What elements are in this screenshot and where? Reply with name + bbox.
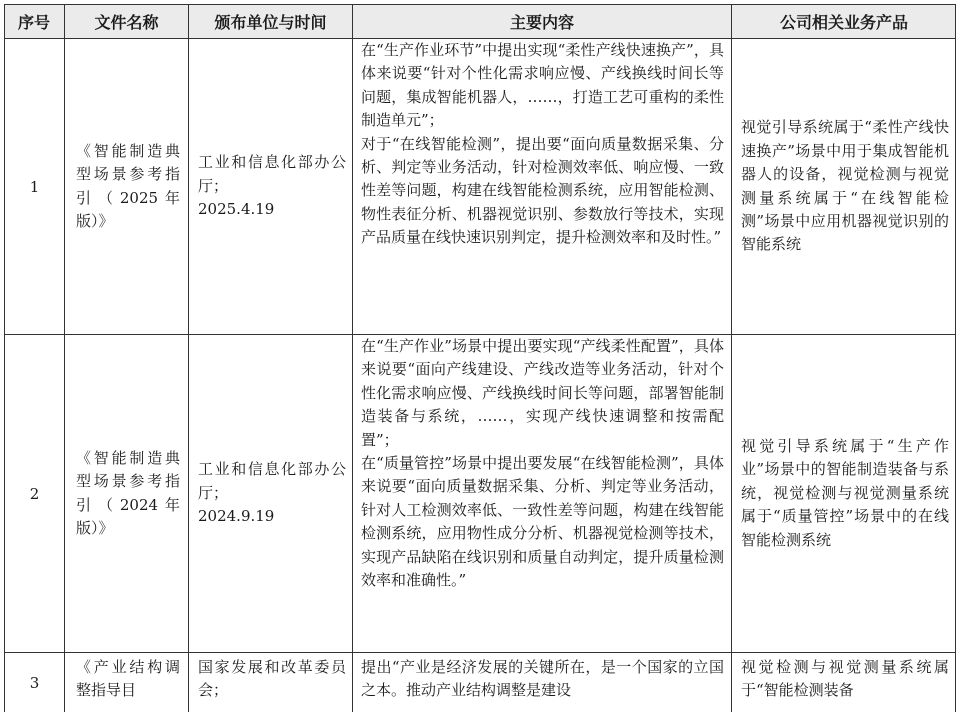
- row2-product-text: 视觉引导系统属于“生产作业”场景中的智能制造装备与系统，视觉检测与视觉测量系统属于“质量管控”场景中的在线智能检测系统: [741, 436, 949, 549]
- col-line-1: [64, 4, 65, 712]
- header-no: 序号: [17, 12, 50, 32]
- header-file-name: 文件名称: [94, 12, 159, 32]
- row1-content-cell: [361, 39, 724, 334]
- row2-issuer-cell: [198, 335, 346, 652]
- row3-product-text: 视觉检测与视觉测量系统属于“智能检测装备: [741, 658, 949, 700]
- row1-product-cell: [741, 39, 949, 334]
- header-main-content: 主要内容: [509, 12, 574, 32]
- row3-no-text: 3: [29, 674, 40, 692]
- row2-file-name-text: 《智能制造典型场景参考指引（2024年版）》: [76, 448, 180, 537]
- row1-issuer-cell: [198, 39, 346, 334]
- row3-no: [5, 653, 64, 713]
- col-line-5: [955, 4, 956, 712]
- row2-product-cell: [741, 335, 949, 652]
- row3-product-cell: [741, 656, 949, 712]
- row1-file-name-text: 《智能制造典型场景参考指引（2025年版）》: [76, 141, 180, 230]
- row2-content-p1: 在“生产作业”场景中提出要实现“产线柔性配置”，具体来说要“面向产线建设、产线改造等业务活动，针对个性化需求响应慢、产线换线时间长等问题，部署智能制造装备与系统，……，实现产线快速调整和按需配置”；: [361, 337, 724, 449]
- row2-issuer-text: 工业和信息化部办公厅；: [198, 460, 346, 502]
- row2-content-cell: [361, 335, 724, 652]
- row3-content-text: 提出“产业是经济发展的关键所在，是一个国家的立国之本。推动产业结构调整是建设: [361, 658, 724, 700]
- row3-issuer-text: 国家发展和改革委员会；: [198, 658, 346, 700]
- row1-issuer-text: 工业和信息化部办公厅；: [198, 153, 346, 195]
- row1-date-text: 2025.4.19: [198, 200, 275, 219]
- row2-content-p2: 在“质量管控”场景中提出要发展“在线智能检测”，具体来说要“面向质量数据采集、分析、判定等业务活动，针对人工检测效率低、一致性差等问题，构建在线智能检测系统，应用物性成分分析、机器视觉检测等技术，实现产品缺陷在线识别和质量自动判定，提升质量检测效率和准确性。”: [361, 454, 724, 590]
- row1-file-name: [76, 39, 180, 334]
- table-header-row: [4, 4, 956, 38]
- col-line-2: [188, 4, 189, 712]
- row1-no: [5, 39, 64, 334]
- row3-file-name-text: 《产业结构调整指导目: [76, 658, 180, 700]
- col-line-3: [352, 4, 353, 712]
- row3-file-name: [76, 656, 180, 712]
- row1-product-text: 视觉引导系统属于“柔性产线快速换产”场景中用于集成智能机器人的设备，视觉检测与视觉测量系统属于“在线智能检测”场景中应用机器视觉识别的智能系统: [741, 118, 949, 254]
- row1-content-p2: 对于“在线智能检测”，提出要“面向质量数据采集、分析、判定等业务活动，针对检测效率低、响应慢、一致性差等问题，构建在线智能检测系统，应用智能检测、物性表征分析、机器视觉识别、参数放行等技术，实现产品质量在线快速识别判定，提升检测效率和及时性。”: [361, 134, 724, 247]
- row2-no-text: 2: [29, 484, 40, 503]
- row3-content-cell: [361, 656, 724, 712]
- header-related-products: 公司相关业务产品: [779, 12, 908, 32]
- row1-no-text: 1: [29, 177, 40, 196]
- row2-date-text: 2024.9.19: [198, 507, 275, 526]
- col-line-4: [731, 4, 732, 712]
- row-divider-2: [4, 652, 956, 653]
- row3-issuer-cell: [198, 656, 346, 712]
- row1-content-p1: 在“生产作业环节”中提出实现“柔性产线快速换产”，具体来说要“针对个性化需求响应慢、产线换线时间长等问题，集成智能机器人，……，打造工艺可重构的柔性制造单元”；: [361, 41, 724, 130]
- header-issuer-date: 颁布单位与时间: [214, 12, 327, 32]
- table-border-top: [4, 4, 956, 5]
- policy-table: [4, 4, 956, 712]
- row2-no: [5, 335, 64, 652]
- row2-file-name: [76, 335, 180, 652]
